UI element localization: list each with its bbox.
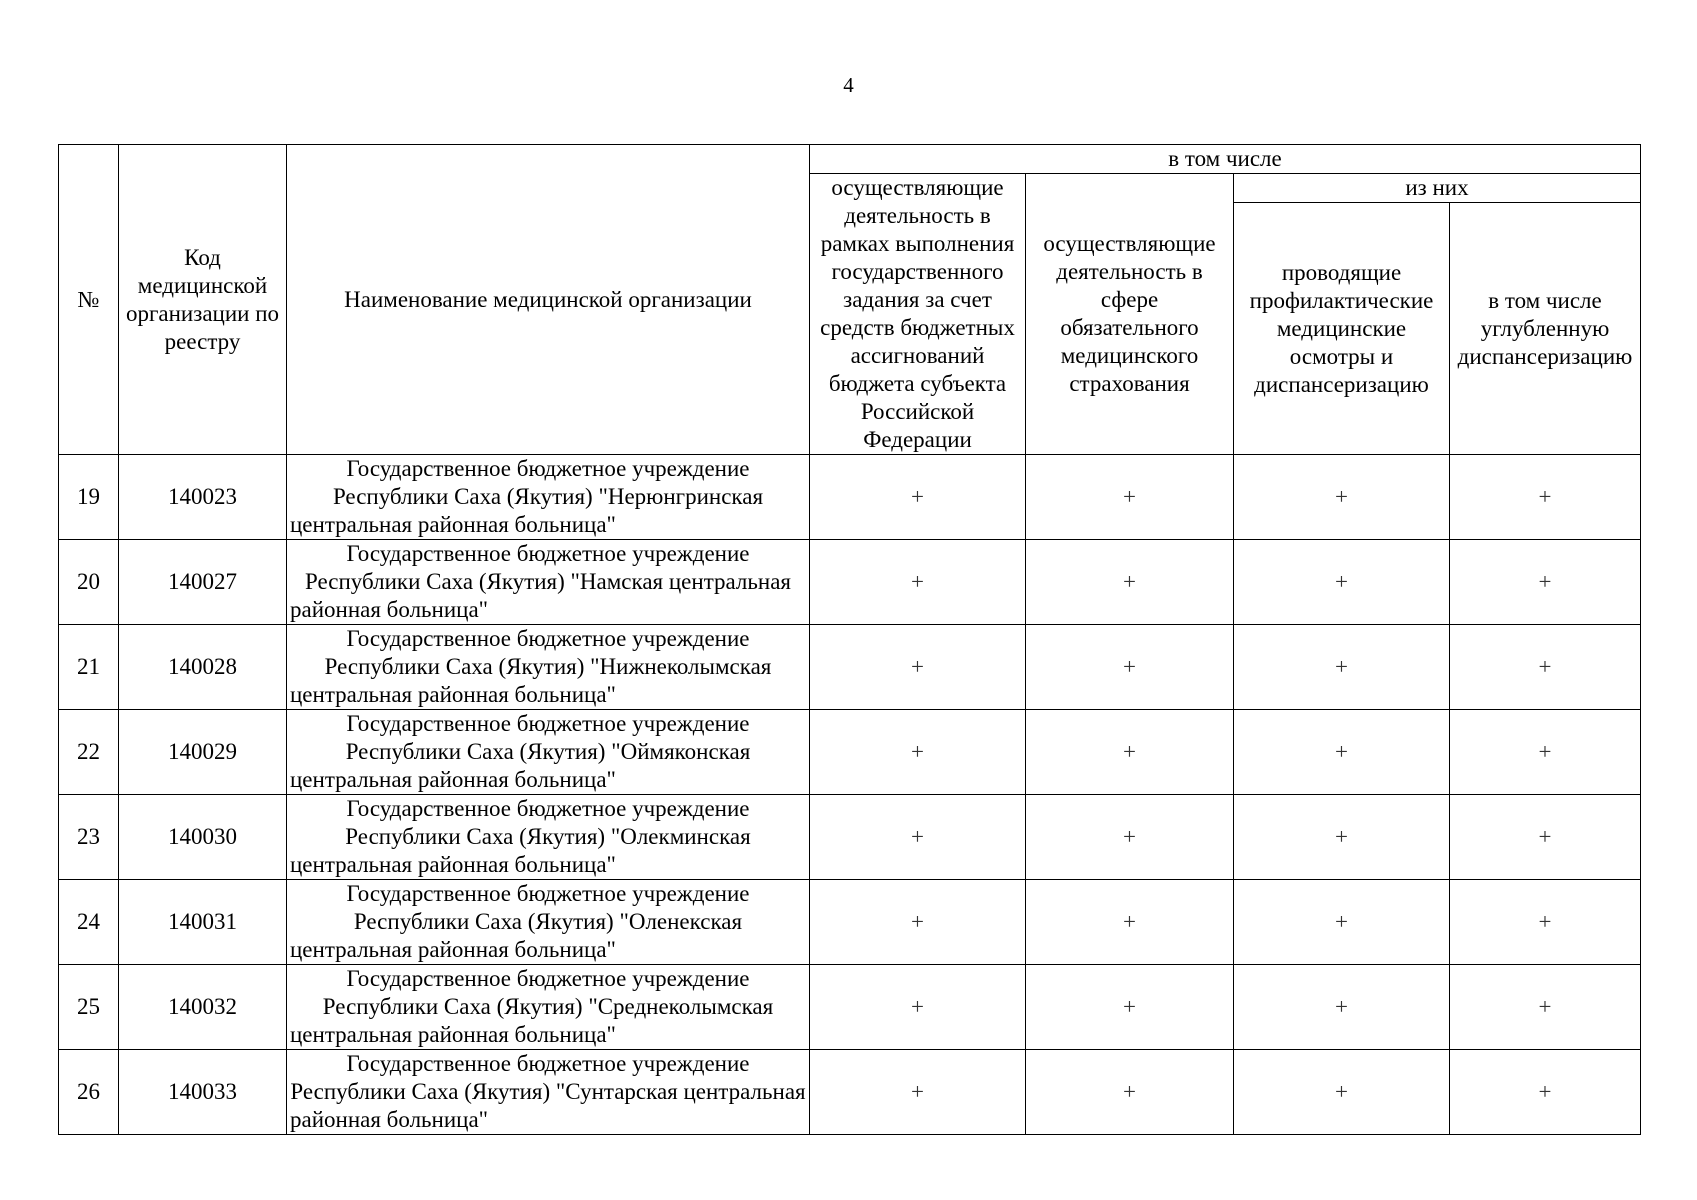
- organizations-table: [58, 144, 1641, 1135]
- row-org-code: 140033: [119, 1050, 287, 1135]
- page-number: 4: [843, 73, 854, 97]
- row-number: 19: [59, 455, 119, 540]
- row-checkups-mark: +: [1234, 625, 1450, 710]
- row-state-task-mark: +: [810, 625, 1026, 710]
- row-number: 24: [59, 880, 119, 965]
- row-oms-mark: +: [1026, 795, 1234, 880]
- row-number: 23: [59, 795, 119, 880]
- row-oms-mark: +: [1026, 710, 1234, 795]
- row-number: 25: [59, 965, 119, 1050]
- row-state-task-mark: +: [810, 795, 1026, 880]
- row-checkups-mark: +: [1234, 880, 1450, 965]
- row-org-name: Государственное бюджетное учреждение Республики Саха (Якутия) "Оленекская центральная районная больница": [287, 880, 810, 965]
- row-oms-mark: +: [1026, 625, 1234, 710]
- row-org-name: Государственное бюджетное учреждение Республики Саха (Якутия) "Нижнеколымская центральная районная больница": [287, 625, 810, 710]
- row-number: 26: [59, 1050, 119, 1135]
- row-oms-mark: +: [1026, 880, 1234, 965]
- row-org-code: 140032: [119, 965, 287, 1050]
- table-row: [59, 625, 1641, 710]
- row-org-name: Государственное бюджетное учреждение Республики Саха (Якутия) "Среднеколымская центральная районная больница": [287, 965, 810, 1050]
- row-number: 21: [59, 625, 119, 710]
- header-state-task: осуществляющие деятельность в рамках выполнения государственного задания за счет средств бюджетных ассигнований бюджета субъекта Российской Федерации: [810, 174, 1026, 455]
- row-checkups-mark: +: [1234, 1050, 1450, 1135]
- row-deep-mark: +: [1450, 880, 1641, 965]
- header-group-of-them: из них: [1234, 174, 1641, 203]
- header-oms: осуществляющие деятельность в сфере обязательного медицинского страхования: [1026, 174, 1234, 455]
- row-number: 20: [59, 540, 119, 625]
- table-header: [59, 145, 1641, 455]
- row-oms-mark: +: [1026, 455, 1234, 540]
- row-org-code: 140031: [119, 880, 287, 965]
- row-org-name: Государственное бюджетное учреждение Республики Саха (Якутия) "Сунтарская центральная районная больница": [287, 1050, 810, 1135]
- row-state-task-mark: +: [810, 455, 1026, 540]
- row-org-name: Государственное бюджетное учреждение Республики Саха (Якутия) "Намская центральная районная больница": [287, 540, 810, 625]
- table-row: [59, 540, 1641, 625]
- row-org-code: 140027: [119, 540, 287, 625]
- row-deep-mark: +: [1450, 1050, 1641, 1135]
- table-row: [59, 710, 1641, 795]
- row-state-task-mark: +: [810, 1050, 1026, 1135]
- row-deep-mark: +: [1450, 710, 1641, 795]
- table-row: [59, 795, 1641, 880]
- row-state-task-mark: +: [810, 540, 1026, 625]
- row-org-code: 140029: [119, 710, 287, 795]
- row-org-name: Государственное бюджетное учреждение Республики Саха (Якутия) "Нерюнгринская центральная районная больница": [287, 455, 810, 540]
- row-deep-mark: +: [1450, 455, 1641, 540]
- table-row: [59, 880, 1641, 965]
- table-row: [59, 1050, 1641, 1135]
- row-oms-mark: +: [1026, 965, 1234, 1050]
- row-deep-mark: +: [1450, 625, 1641, 710]
- table-row: [59, 965, 1641, 1050]
- header-checkups: проводящие профилактические медицинские осмотры и диспансеризацию: [1234, 203, 1450, 455]
- row-checkups-mark: +: [1234, 455, 1450, 540]
- row-state-task-mark: +: [810, 880, 1026, 965]
- table-row: [59, 455, 1641, 540]
- row-deep-mark: +: [1450, 795, 1641, 880]
- row-number: 22: [59, 710, 119, 795]
- row-oms-mark: +: [1026, 1050, 1234, 1135]
- header-org-name: Наименование медицинской организации: [287, 145, 810, 455]
- row-oms-mark: +: [1026, 540, 1234, 625]
- row-checkups-mark: +: [1234, 540, 1450, 625]
- row-checkups-mark: +: [1234, 965, 1450, 1050]
- row-org-code: 140028: [119, 625, 287, 710]
- row-org-name: Государственное бюджетное учреждение Республики Саха (Якутия) "Олекминская центральная районная больница": [287, 795, 810, 880]
- row-org-name: Государственное бюджетное учреждение Республики Саха (Якутия) "Оймяконская центральная районная больница": [287, 710, 810, 795]
- row-checkups-mark: +: [1234, 710, 1450, 795]
- row-checkups-mark: +: [1234, 795, 1450, 880]
- header-number: №: [59, 145, 119, 455]
- row-org-code: 140030: [119, 795, 287, 880]
- header-deep-dispensary: в том числе углубленную диспансеризацию: [1450, 203, 1641, 455]
- row-state-task-mark: +: [810, 710, 1026, 795]
- table-body: [59, 455, 1641, 1135]
- header-org-code: Код медицинской организации по реестру: [119, 145, 287, 455]
- row-deep-mark: +: [1450, 965, 1641, 1050]
- row-state-task-mark: +: [810, 965, 1026, 1050]
- row-org-code: 140023: [119, 455, 287, 540]
- row-deep-mark: +: [1450, 540, 1641, 625]
- header-group-including: в том числе: [810, 145, 1641, 174]
